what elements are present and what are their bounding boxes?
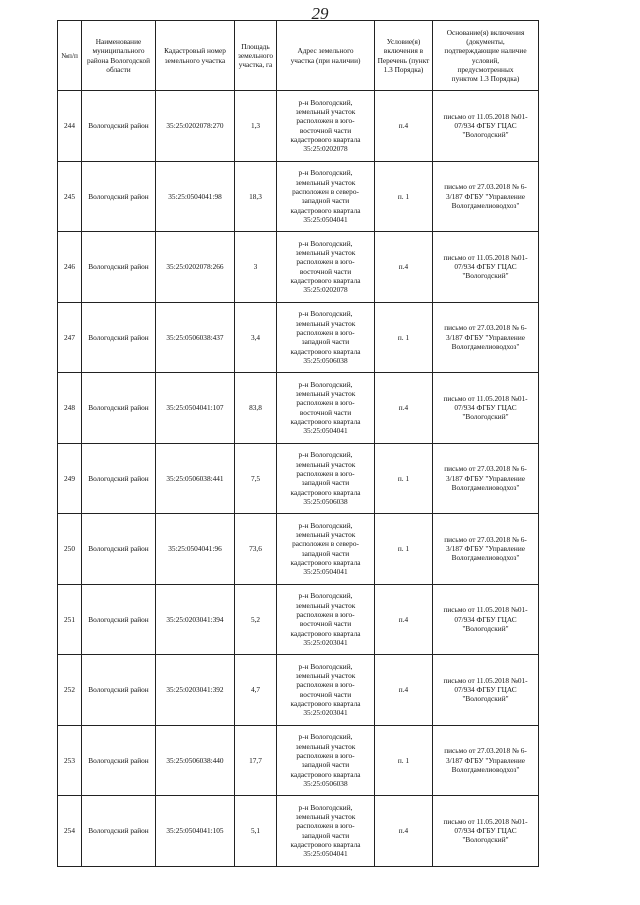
plot-address: р-н Вологодский, земельный участок расположен в юго- западной части кадастрового квартала 35:25:0506038	[277, 302, 375, 373]
district-name: Вологодский район	[82, 91, 156, 162]
inclusion-basis: письмо от 27.03.2018 № 6- 3/187 ФГБУ "Управление Вологдамелиоводхоз"	[433, 514, 539, 585]
inclusion-condition: п. 1	[375, 514, 433, 585]
header-row	[58, 21, 539, 91]
row-number: 245	[58, 161, 82, 232]
cadastral-number: 35:25:0504041:98	[156, 161, 235, 232]
plot-area: 3,4	[235, 302, 277, 373]
inclusion-condition: п.4	[375, 584, 433, 655]
inclusion-condition: п.4	[375, 91, 433, 162]
plot-address: р-н Вологодский, земельный участок расположен в юго- западной части кадастрового квартала 35:25:0506038	[277, 725, 375, 796]
land-plots-table	[57, 20, 539, 867]
plot-area: 3	[235, 232, 277, 303]
inclusion-condition: п.4	[375, 796, 433, 867]
inclusion-basis: письмо от 11.05.2018 №01- 07/934 ФГБУ ГЦАС "Вологодский"	[433, 796, 539, 867]
cadastral-number: 35:25:0203041:394	[156, 584, 235, 655]
plot-address: р-н Вологодский, земельный участок расположен в северо- западной части кадастрового квартала 35:25:0504041	[277, 514, 375, 585]
plot-area: 18,3	[235, 161, 277, 232]
plot-address: р-н Вологодский, земельный участок расположен в юго- западной части кадастрового квартала 35:25:0506038	[277, 443, 375, 514]
inclusion-basis: письмо от 11.05.2018 №01- 07/934 ФГБУ ГЦАС "Вологодский"	[433, 373, 539, 444]
row-number: 249	[58, 443, 82, 514]
district-name: Вологодский район	[82, 514, 156, 585]
plot-address: р-н Вологодский, земельный участок расположен в юго- западной части кадастрового квартала 35:25:0504041	[277, 796, 375, 867]
plot-area: 83,8	[235, 373, 277, 444]
header-no: №п/п	[58, 21, 82, 91]
table-row	[58, 655, 539, 726]
plot-address: р-н Вологодский, земельный участок расположен в юго- восточной части кадастрового квартала 35:25:0202078	[277, 91, 375, 162]
district-name: Вологодский район	[82, 161, 156, 232]
row-number: 250	[58, 514, 82, 585]
header-basis: Основание(я) включения (документы, подтверждающие наличие условий, предусмотренных пунктом 1.3 Порядка)	[433, 21, 539, 91]
inclusion-condition: п. 1	[375, 725, 433, 796]
cadastral-number: 35:25:0506038:441	[156, 443, 235, 514]
district-name: Вологодский район	[82, 443, 156, 514]
cadastral-number: 35:25:0504041:107	[156, 373, 235, 444]
plot-area: 17,7	[235, 725, 277, 796]
header-address: Адрес земельного участка (при наличии)	[277, 21, 375, 91]
row-number: 254	[58, 796, 82, 867]
row-number: 244	[58, 91, 82, 162]
row-number: 253	[58, 725, 82, 796]
cadastral-number: 35:25:0506038:440	[156, 725, 235, 796]
plot-area: 1,3	[235, 91, 277, 162]
inclusion-condition: п. 1	[375, 161, 433, 232]
table-row	[58, 302, 539, 373]
inclusion-condition: п.4	[375, 655, 433, 726]
inclusion-basis: письмо от 11.05.2018 №01- 07/934 ФГБУ ГЦАС "Вологодский"	[433, 91, 539, 162]
cadastral-number: 35:25:0202078:266	[156, 232, 235, 303]
row-number: 246	[58, 232, 82, 303]
district-name: Вологодский район	[82, 302, 156, 373]
inclusion-condition: п.4	[375, 373, 433, 444]
inclusion-basis: письмо от 11.05.2018 №01- 07/934 ФГБУ ГЦАС "Вологодский"	[433, 584, 539, 655]
row-number: 251	[58, 584, 82, 655]
plot-address: р-н Вологодский, земельный участок расположен в юго- восточной части кадастрового квартала 35:25:0203041	[277, 584, 375, 655]
inclusion-basis: письмо от 27.03.2018 № 6- 3/187 ФГБУ "Управление Вологдамелиоводхоз"	[433, 302, 539, 373]
plot-address: р-н Вологодский, земельный участок расположен в юго- восточной части кадастрового квартала 35:25:0203041	[277, 655, 375, 726]
cadastral-number: 35:25:0203041:392	[156, 655, 235, 726]
header-condition: Условие(я) включения в Перечень (пункт 1.3 Порядка)	[375, 21, 433, 91]
header-area: Площадь земельного участка, га	[235, 21, 277, 91]
district-name: Вологодский район	[82, 373, 156, 444]
plot-area: 7,5	[235, 443, 277, 514]
table-row	[58, 161, 539, 232]
inclusion-basis: письмо от 11.05.2018 №01- 07/934 ФГБУ ГЦАС "Вологодский"	[433, 655, 539, 726]
inclusion-condition: п.4	[375, 232, 433, 303]
plot-area: 73,6	[235, 514, 277, 585]
row-number: 252	[58, 655, 82, 726]
table-row	[58, 443, 539, 514]
plot-area: 5,2	[235, 584, 277, 655]
cadastral-number: 35:25:0506038:437	[156, 302, 235, 373]
table-row	[58, 91, 539, 162]
table-row	[58, 373, 539, 444]
table-row	[58, 514, 539, 585]
cadastral-number: 35:25:0202078:270	[156, 91, 235, 162]
header-district: Наименование муниципального района Вологодской области	[82, 21, 156, 91]
table-header	[58, 21, 539, 91]
header-cadastral: Кадастровый номер земельного участка	[156, 21, 235, 91]
inclusion-condition: п. 1	[375, 443, 433, 514]
cadastral-number: 35:25:0504041:105	[156, 796, 235, 867]
plot-area: 5,1	[235, 796, 277, 867]
inclusion-basis: письмо от 27.03.2018 № 6- 3/187 ФГБУ "Управление Вологдамелиоводхоз"	[433, 443, 539, 514]
district-name: Вологодский район	[82, 725, 156, 796]
inclusion-basis: письмо от 27.03.2018 № 6- 3/187 ФГБУ "Управление Вологдамелиоводхоз"	[433, 725, 539, 796]
row-number: 247	[58, 302, 82, 373]
table-row	[58, 584, 539, 655]
cadastral-number: 35:25:0504041:96	[156, 514, 235, 585]
plot-area: 4,7	[235, 655, 277, 726]
table-body	[58, 91, 539, 867]
table-row	[58, 796, 539, 867]
district-name: Вологодский район	[82, 232, 156, 303]
inclusion-basis: письмо от 27.03.2018 № 6- 3/187 ФГБУ "Управление Вологдамелиоводхоз"	[433, 161, 539, 232]
table-row	[58, 725, 539, 796]
inclusion-condition: п. 1	[375, 302, 433, 373]
district-name: Вологодский район	[82, 655, 156, 726]
plot-address: р-н Вологодский, земельный участок расположен в северо- западной части кадастрового квартала 35:25:0504041	[277, 161, 375, 232]
row-number: 248	[58, 373, 82, 444]
district-name: Вологодский район	[82, 796, 156, 867]
inclusion-basis: письмо от 11.05.2018 №01- 07/934 ФГБУ ГЦАС "Вологодский"	[433, 232, 539, 303]
table-row	[58, 232, 539, 303]
plot-address: р-н Вологодский, земельный участок расположен в юго- восточной части кадастрового квартала 35:25:0202078	[277, 232, 375, 303]
page-number: 29	[311, 4, 329, 23]
plot-address: р-н Вологодский, земельный участок расположен в юго- восточной части кадастрового квартала 35:25:0504041	[277, 373, 375, 444]
district-name: Вологодский район	[82, 584, 156, 655]
